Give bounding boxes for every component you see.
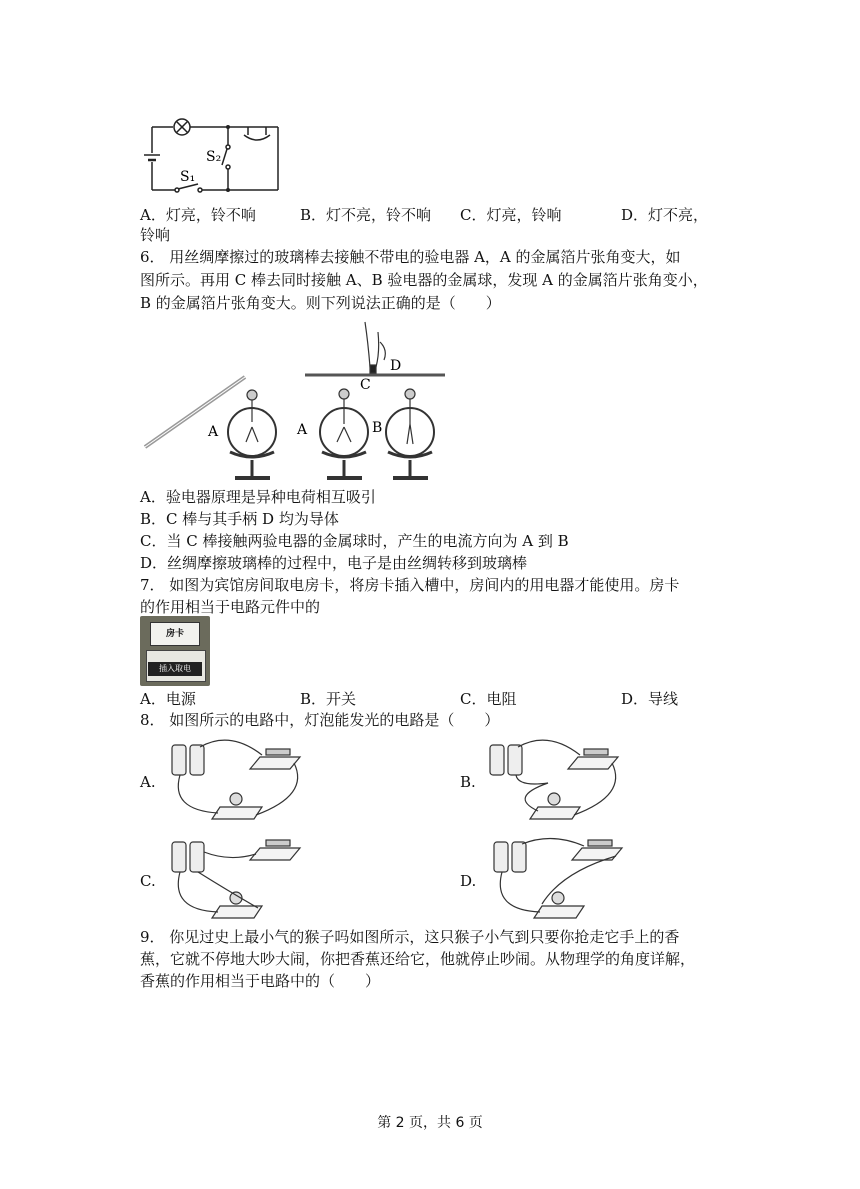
q8-circuit-b [488,735,628,827]
bulb-icon [552,892,564,904]
q7-stem-line-1: 7． 如图为宾馆房间取电房卡，将房卡插入槽中，房间内的用电器才能使用。房卡 [140,576,680,594]
q7-option-c[interactable]: C．电阻 [460,690,517,708]
q6-option-c[interactable]: C．当 C 棒接触两验电器的金属球时，产生的电流方向为 A 到 B [140,532,569,550]
label-a1: A [208,424,219,440]
q8-stem: 8． 如图所示的电路中，灯泡能发光的电路是（ ） [140,711,500,729]
q9-stem-line-3: 香蕉的作用相当于电路中的（ ） [140,972,381,990]
q5-option-b[interactable]: B．灯不亮，铃不响 [300,206,432,224]
q7-option-b[interactable]: B．开关 [300,690,357,708]
q6-stem-line-2: 图所示。再用 C 棒去同时接触 A、B 验电器的金属球，发现 A 的金属箔片张角变小， [140,271,708,289]
q5-option-a[interactable]: A．灯亮，铃不响 [140,206,256,224]
bulb-icon [230,793,242,805]
q8-circuit-d [492,832,632,924]
q6-option-b[interactable]: B．C 棒与其手柄 D 均为导体 [140,510,339,528]
q8-label-c[interactable]: C. [140,872,156,890]
q6-stem-line-3: B 的金属箔片张角变大。则下列说法正确的是（ ） [140,294,501,312]
bulb-icon [548,793,560,805]
label-c: C [360,377,371,393]
slot-label: 插入取电 [148,662,202,676]
s2-label: S₂ [206,149,222,165]
label-d: D [390,358,402,374]
q5-option-c[interactable]: C．灯亮，铃响 [460,206,562,224]
q7-option-a[interactable]: A．电源 [140,690,196,708]
q6-option-a[interactable]: A．验电器原理是异种电荷相互吸引 [140,488,376,506]
q7-option-d[interactable]: D．导线 [621,690,679,708]
q6-electroscope-figure [140,312,450,482]
q6-option-d[interactable]: D．丝绸摩擦玻璃棒的过程中，电子是由丝绸转移到玻璃棒 [140,554,528,572]
bell-icon [244,135,270,140]
q8-circuit-a [170,735,310,827]
q8-circuit-c [170,832,310,924]
room-card-photo [140,616,210,686]
card-label: 房卡 [150,622,200,646]
q9-stem-line-2: 蕉，它就不停地大吵大闹，你把香蕉还给它，他就停止吵闹。从物理学的角度详解， [140,950,696,968]
hand-icon [365,322,385,367]
q8-label-b[interactable]: B. [460,773,476,791]
q8-label-a[interactable]: A. [140,773,156,791]
q9-stem-line-1: 9． 你见过史上最小气的猴子吗如图所示，这只猴子小气到只要你抢走它手上的香 [140,928,680,946]
label-b: B [372,420,383,436]
label-a2: A [297,422,308,438]
q6-stem-line-1: 6． 用丝绸摩擦过的玻璃棒去接触不带电的验电器 A，A 的金属箔片张角变大，如 [140,248,681,266]
page-footer: 第 2 页，共 6 页 [377,1115,483,1131]
q5-option-d[interactable]: D．灯不亮， [621,206,709,224]
q5-option-d-wrap: 铃响 [140,226,171,244]
q7-stem-line-2: 的作用相当于电路元件中的 [140,598,321,616]
s1-label: S₁ [180,169,196,185]
q5-circuit-figure [140,115,290,200]
q8-label-d[interactable]: D. [460,872,477,890]
